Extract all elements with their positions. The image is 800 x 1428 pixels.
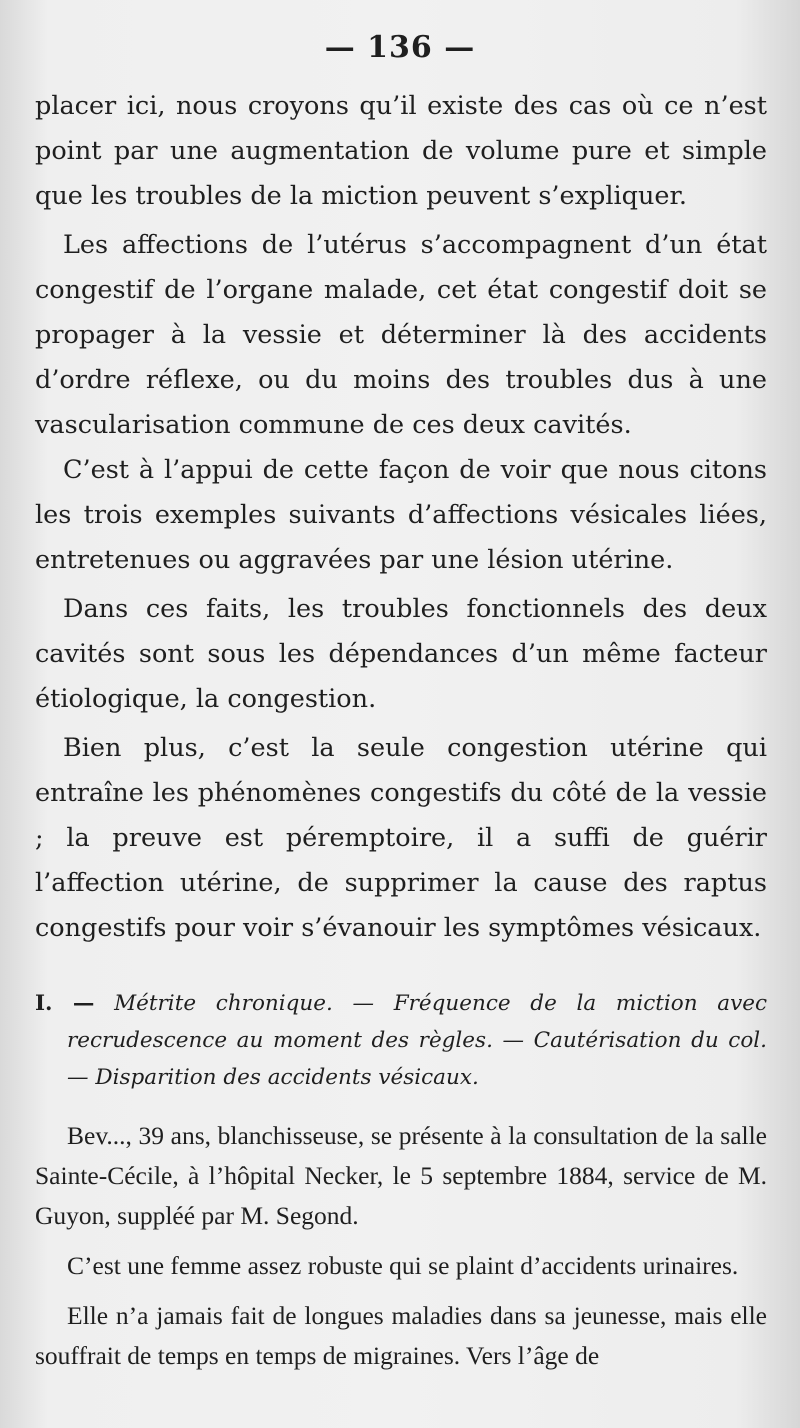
paragraph-congestion: Dans ces faits, les troubles fonctionnels des deux cavités sont sous les dépendances d’un même facteur étiologique, la congestion. [35,594,767,714]
observation-history: Elle n’a jamais fait de longues maladies dans sa jeunesse, mais elle souffrait de temps en temps de migraines. Vers l’âge de [35,1301,767,1370]
case-title: Métrite chronique. — Fréquence de la miction avec recrudescence au moment des règles. — Cautérisation du col. — Disparition des accidents vésicaux. [67,991,768,1090]
observation-patient-intro: Bev..., 39 ans, blanchisseuse, se présente à la consultation de la salle Sainte-Cécile, à l’hôpital Necker, le 5 septembre 1884, service de M. Guyon, suppléé par M. Segond. [35,1121,767,1230]
case-number: I. — [35,991,95,1016]
paragraph-continuation: placer ici, nous croyons qu’il existe des cas où ce n’est point par une augmentation de volume pure et simple que les troubles de la miction peuvent s’expliquer. [35,91,767,211]
paragraph-proof: Bien plus, c’est la seule congestion utérine qui entraîne les phénomènes congestifs du côté de la vessie ; la preuve est péremptoire, il a suffi de guérir l’affection utérine, de supprimer la cause des raptus congestifs pour voir s’évanouir les symptômes vésicaux. [35,733,767,943]
observation-complaint: C’est une femme assez robuste qui se plaint d’accidents urinaires. [67,1251,739,1280]
page-body [35,84,767,1376]
paragraph-examples-intro: C’est à l’appui de cette façon de voir que nous citons les trois exemples suivants d’affections vésicales liées, entretenues ou aggravées par une lésion utérine. [35,455,767,575]
paragraph-uterus-affections: Les affections de l’utérus s’accompagnent d’un état congestif de l’organe malade, cet état congestif doit se propager à la vessie et déterminer là des accidents d’ordre réflexe, ou du moins des troubles dus à une vascularisation commune de ces deux cavités. [35,230,767,440]
page-number: — 136 — [324,30,476,65]
case-heading [35,985,767,1096]
